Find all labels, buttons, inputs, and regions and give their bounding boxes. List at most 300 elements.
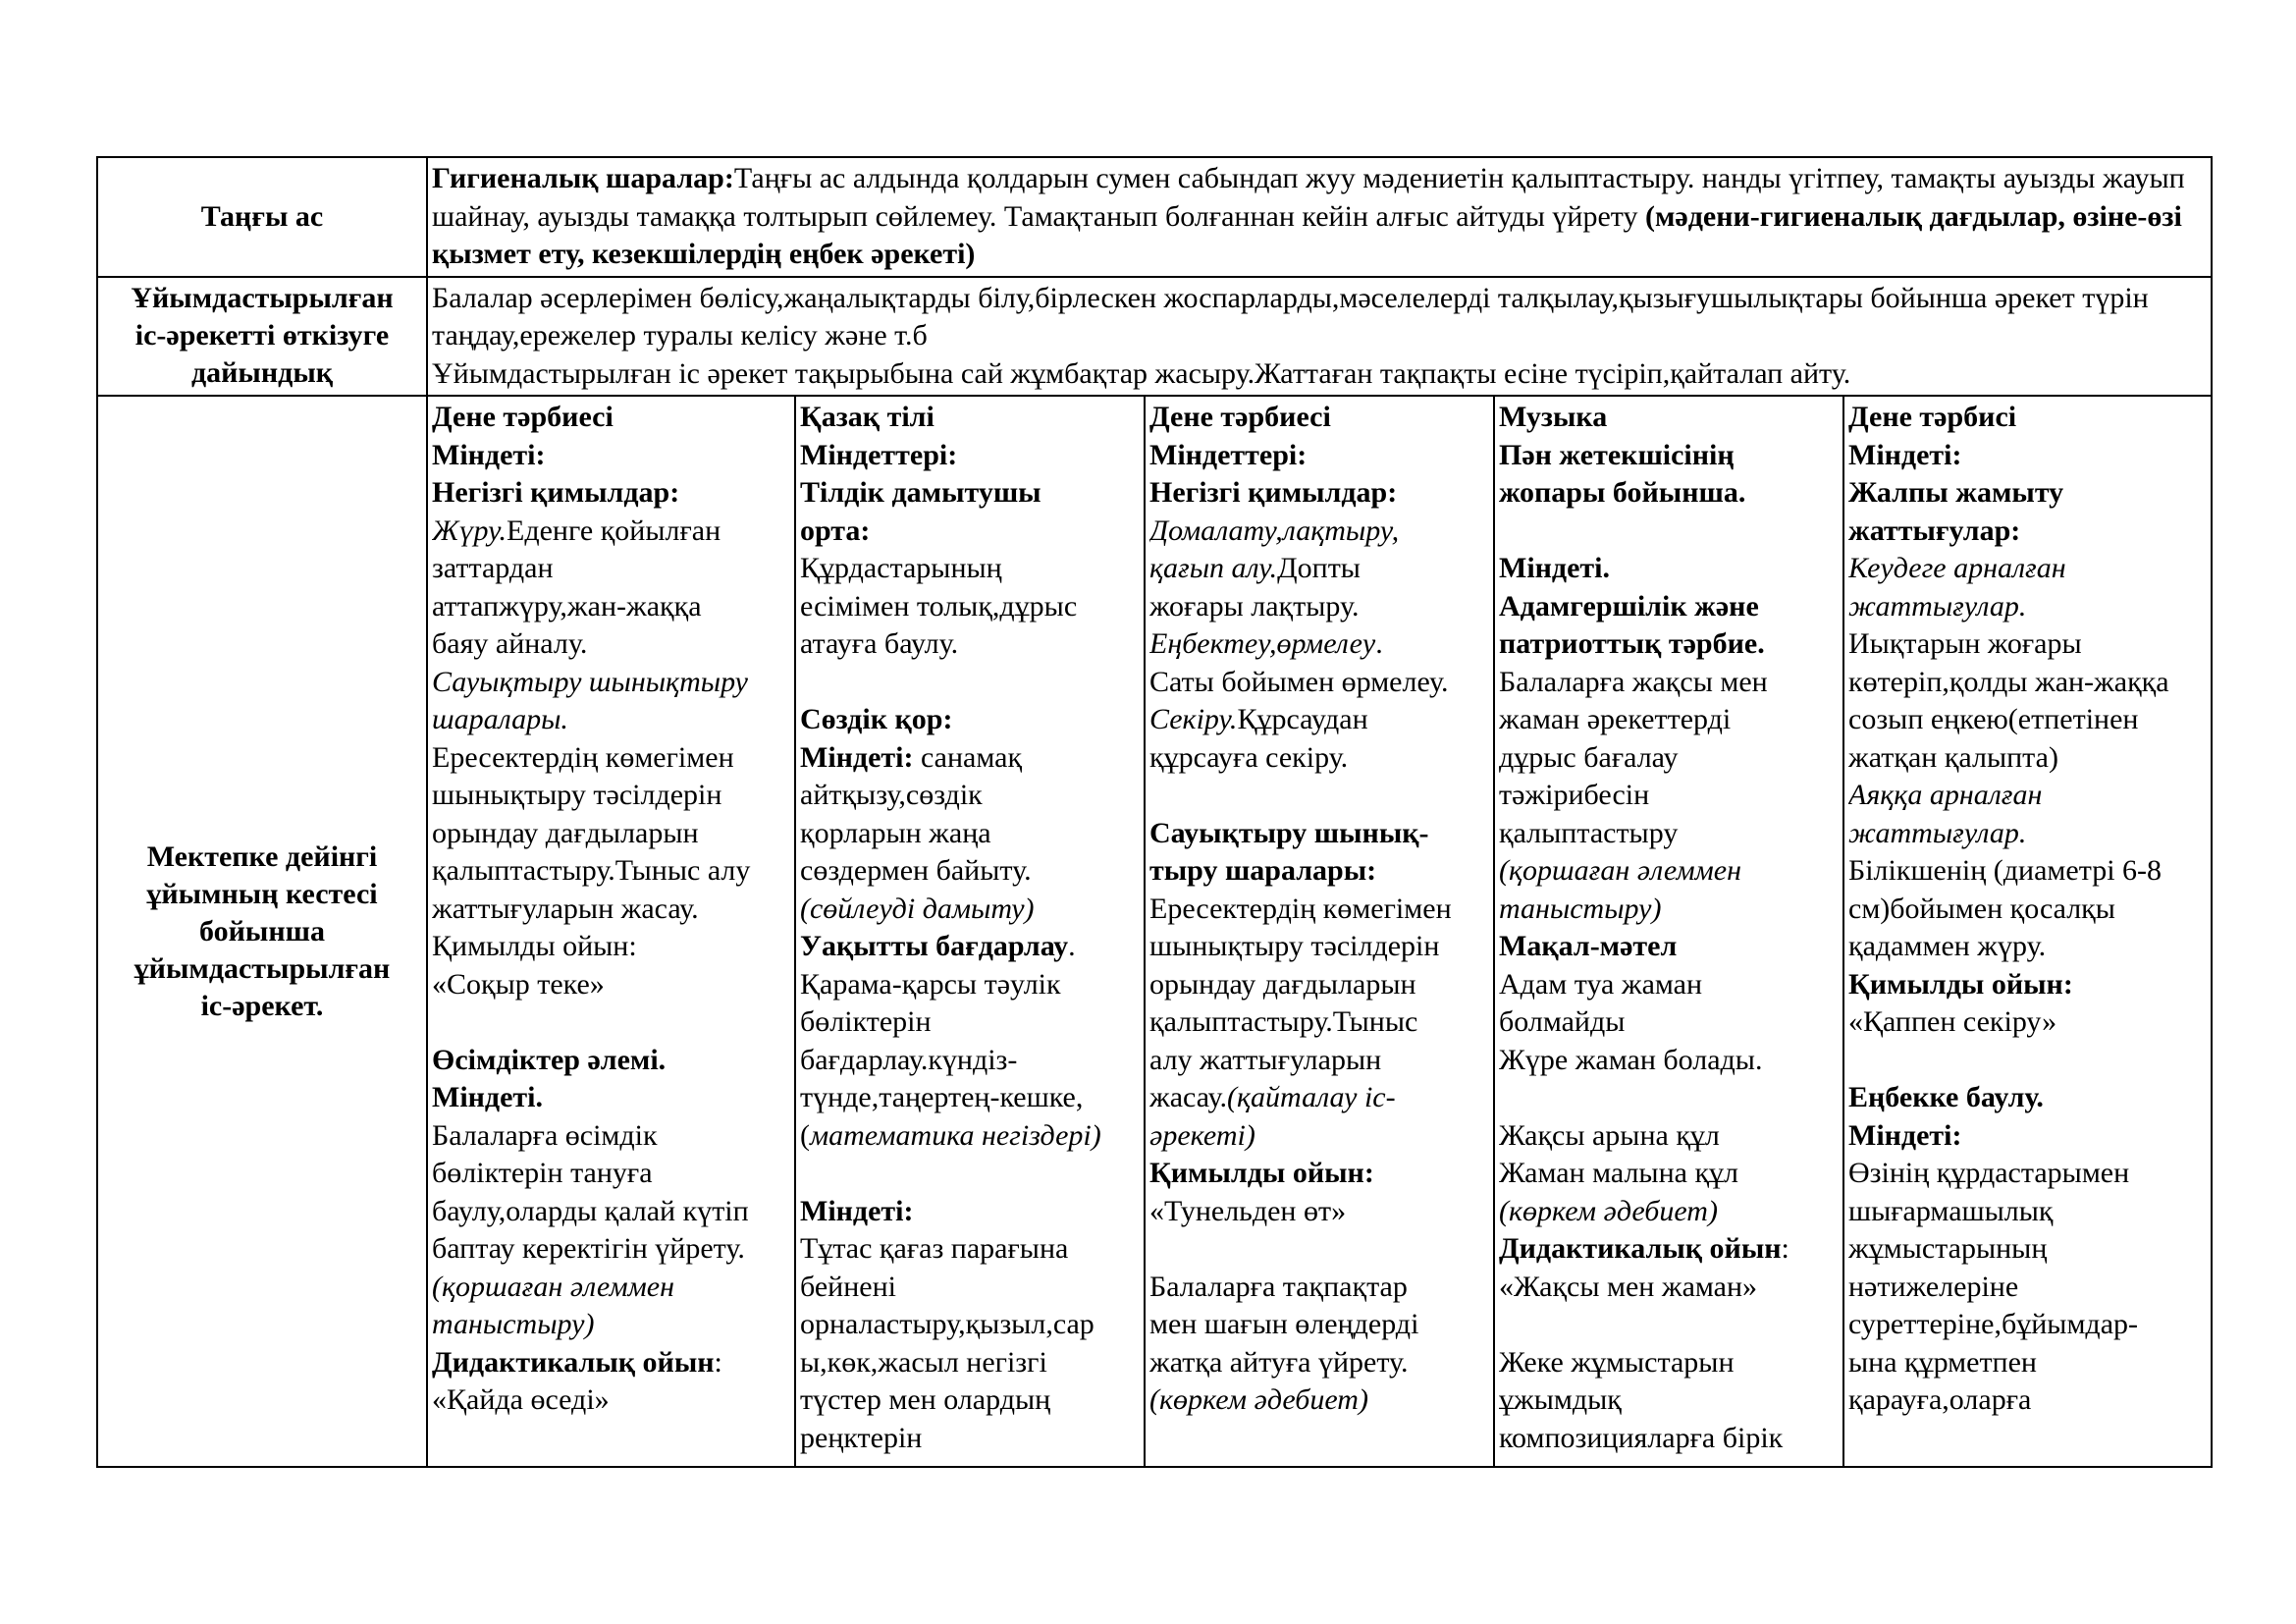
column-line-text: Адамгершілік және bbox=[1499, 589, 1759, 623]
column-line-text: шығармашылық bbox=[1848, 1194, 2054, 1227]
column-line-text: Секіру. bbox=[1149, 703, 1238, 735]
column-line-text: Домалату,лақтыру, bbox=[1149, 514, 1400, 547]
column-line-text: ұжымдық bbox=[1499, 1383, 1622, 1416]
organized-label-line: ұйымның кестесі bbox=[146, 877, 378, 910]
column-line bbox=[1149, 399, 1489, 437]
column-line bbox=[432, 625, 790, 664]
column-line bbox=[1149, 1155, 1489, 1193]
column-line bbox=[800, 1079, 1140, 1117]
breakfast-label-text: Таңғы ас bbox=[200, 199, 324, 233]
column-line bbox=[1848, 1003, 2207, 1042]
column-line-text: «Жақсы мен жаман» bbox=[1499, 1270, 1758, 1303]
preparation-content bbox=[427, 277, 2212, 397]
column-line-text: қорларын жаңа bbox=[800, 816, 991, 849]
column-line bbox=[1848, 928, 2207, 966]
column-line bbox=[1499, 928, 1839, 966]
column-line-text: баулу,оларды қалай күтіп bbox=[432, 1194, 749, 1227]
column-line-text: (сөйлеуді дамыту) bbox=[800, 892, 1035, 925]
column-line bbox=[1848, 815, 2207, 853]
organized-label-line: іс-әрекет. bbox=[200, 989, 324, 1022]
column-line bbox=[1149, 513, 1489, 551]
column-line bbox=[1499, 891, 1839, 929]
column-line-text: таныстыру) bbox=[432, 1308, 595, 1340]
column-line-rest: Құрсаудан bbox=[1237, 703, 1368, 735]
column-line-text: (қоршаған әлеммен bbox=[1499, 854, 1741, 887]
column-line bbox=[1149, 701, 1489, 739]
column-line-text: айтқызу,сөздік bbox=[800, 779, 983, 811]
day-column-4 bbox=[1494, 396, 1843, 1467]
column-line bbox=[800, 1344, 1140, 1382]
column-line bbox=[1499, 1155, 1839, 1193]
column-line-text: Қимылды ойын: bbox=[1149, 1157, 1374, 1189]
row-organized-activity bbox=[97, 396, 2212, 1467]
column-line bbox=[1499, 1230, 1839, 1269]
column-line-text: «Тунельден өт» bbox=[1149, 1194, 1347, 1227]
column-line-rest: : bbox=[714, 1345, 722, 1379]
column-line bbox=[1499, 474, 1839, 513]
column-line bbox=[800, 625, 1140, 664]
column-line bbox=[800, 588, 1140, 626]
preparation-label-line: Ұйымдастырылған bbox=[131, 282, 394, 315]
column-line bbox=[800, 1193, 1140, 1231]
column-line-rest: . bbox=[1068, 930, 1076, 962]
column-line bbox=[1499, 625, 1839, 664]
column-line-text: созып еңкею(етпетінен bbox=[1848, 703, 2139, 735]
column-line-text: жаман әрекеттерді bbox=[1499, 703, 1732, 735]
preparation-label bbox=[97, 277, 427, 397]
line-gap bbox=[1848, 1042, 2207, 1080]
column-line bbox=[1149, 625, 1489, 664]
column-line bbox=[432, 815, 790, 853]
column-line bbox=[1848, 1079, 2207, 1117]
column-line-text: бөліктерін тануға bbox=[432, 1157, 653, 1189]
column-line-text: орта: bbox=[800, 514, 871, 547]
column-line-text: шынықтыру тәсілдерін bbox=[1149, 930, 1440, 962]
column-1-content bbox=[432, 399, 790, 1464]
column-line bbox=[800, 739, 1140, 778]
column-line-text: Уақытты бағдарлау bbox=[800, 930, 1069, 962]
column-line bbox=[1848, 1193, 2207, 1231]
column-line-text: Дене тәрбиесі bbox=[1149, 401, 1331, 433]
column-line-text: Жаман малына құл bbox=[1499, 1157, 1738, 1189]
column-line bbox=[800, 1003, 1140, 1042]
column-line-text: Құрдастарының bbox=[800, 552, 1002, 584]
line-gap bbox=[1499, 1079, 1839, 1117]
column-line-text: Міндеті: bbox=[800, 1194, 914, 1227]
column-line bbox=[432, 701, 790, 739]
column-line bbox=[1499, 1381, 1839, 1420]
column-line-text: заттардан bbox=[432, 552, 554, 584]
column-line bbox=[1848, 550, 2207, 588]
column-line bbox=[1848, 474, 2207, 513]
column-line-text: «Қайда өседі» bbox=[432, 1383, 610, 1416]
column-line-text: жұмыстарының bbox=[1848, 1232, 2048, 1265]
column-line bbox=[432, 399, 790, 437]
column-line bbox=[1499, 1420, 1839, 1458]
line-gap bbox=[800, 1155, 1140, 1193]
column-line-text: Аяққа арналған bbox=[1848, 779, 2043, 811]
column-line-text: Жеке жұмыстарын bbox=[1499, 1345, 1735, 1379]
column-line-text: орналастыру,қызыл,сар bbox=[800, 1308, 1095, 1340]
column-line bbox=[432, 1230, 790, 1269]
column-line-text: Ересектердің көмегімен bbox=[1149, 892, 1452, 925]
column-line-text: тыру шаралары: bbox=[1149, 854, 1377, 887]
column-line-text: қадаммен жүру. bbox=[1848, 930, 2047, 962]
column-line bbox=[1149, 588, 1489, 626]
column-line-text: түстер мен олардың bbox=[800, 1383, 1051, 1416]
column-line bbox=[1499, 1117, 1839, 1156]
column-line bbox=[432, 1079, 790, 1117]
column-line bbox=[1149, 1344, 1489, 1382]
column-line-text: Қазақ тілі bbox=[800, 401, 934, 433]
column-line bbox=[800, 1117, 1140, 1156]
column-line bbox=[1149, 474, 1489, 513]
column-line bbox=[1499, 399, 1839, 437]
column-line bbox=[1499, 701, 1839, 739]
breakfast-text: Таңғы ас алдында қолдарын сумен сабындап жуу мәдениетін қалыптастыру. нанды үгітпеу, тамақты ауызды жауып шайнау, ауызды тамаққа толтырып сөйлемеу. Тамақтанып болғаннан кейін алғыс айтуды үйрету bbox=[432, 162, 2185, 233]
column-line-text: жатқа айтуға үйрету. bbox=[1149, 1345, 1409, 1379]
column-line bbox=[1149, 437, 1489, 475]
column-line-text: Дидактикалық ойын bbox=[432, 1345, 715, 1379]
column-line-text: Өсімдіктер әлемі. bbox=[432, 1043, 667, 1076]
column-line-text: жопары бойынша. bbox=[1499, 476, 1746, 509]
line-gap bbox=[1149, 1230, 1489, 1269]
column-line-rest: Допты bbox=[1277, 552, 1361, 584]
column-4-content bbox=[1499, 399, 1839, 1464]
column-line bbox=[432, 1117, 790, 1156]
column-line bbox=[1848, 852, 2207, 891]
column-line bbox=[800, 1230, 1140, 1269]
column-line bbox=[800, 701, 1140, 739]
column-line-text: таныстыру) bbox=[1499, 892, 1662, 925]
column-line-text: баптау керектігін үйрету. bbox=[432, 1232, 745, 1265]
column-line bbox=[432, 891, 790, 929]
organized-label-line: бойынша bbox=[199, 914, 325, 947]
column-line bbox=[1149, 1117, 1489, 1156]
column-line-text: «Соқыр теке» bbox=[432, 967, 605, 1001]
column-line-text: ына құрметпен bbox=[1848, 1345, 2037, 1379]
column-line-text: ( bbox=[800, 1118, 810, 1152]
column-line bbox=[1848, 1155, 2207, 1193]
column-line-text: Негізгі қимылдар: bbox=[1149, 476, 1398, 509]
column-line-text: Ересектердің көмегімен bbox=[432, 740, 734, 774]
column-line-text: шынықтыру тәсілдерін bbox=[432, 779, 722, 811]
column-line-text: патриоттық тәрбие. bbox=[1499, 627, 1765, 660]
column-line-text: Дене тәрбиесі bbox=[432, 401, 614, 433]
column-line bbox=[1149, 550, 1489, 588]
column-line bbox=[800, 1269, 1140, 1307]
column-line bbox=[800, 928, 1140, 966]
column-line bbox=[1499, 739, 1839, 778]
column-line bbox=[1848, 777, 2207, 815]
column-line bbox=[432, 1269, 790, 1307]
column-line bbox=[1848, 966, 2207, 1004]
column-line-text: шаралары. bbox=[432, 703, 568, 735]
column-line-text: Білікшенің (диаметрі 6-8 bbox=[1848, 854, 2163, 887]
column-line bbox=[800, 1306, 1140, 1344]
column-line bbox=[432, 1193, 790, 1231]
column-line bbox=[1848, 437, 2207, 475]
column-line bbox=[1848, 1117, 2207, 1156]
column-line bbox=[1149, 852, 1489, 891]
column-line-text: Мақал-мәтел bbox=[1499, 930, 1678, 962]
column-line bbox=[1149, 1042, 1489, 1080]
column-line bbox=[1499, 777, 1839, 815]
column-line-text: атауға баулу. bbox=[800, 627, 959, 660]
column-line bbox=[432, 928, 790, 966]
column-line-text: «Қаппен секіру» bbox=[1848, 1005, 2057, 1038]
column-line bbox=[432, 966, 790, 1004]
column-line bbox=[432, 588, 790, 626]
schedule-table bbox=[96, 156, 2213, 1468]
column-line-text: Адам туа жаман bbox=[1499, 967, 1703, 1001]
breakfast-lead: Гигиеналық шаралар: bbox=[432, 162, 734, 194]
column-line-text: Міндеті: bbox=[432, 438, 546, 471]
column-line-text: Міндеті: bbox=[1848, 1118, 1962, 1152]
breakfast-label bbox=[97, 157, 427, 277]
column-line bbox=[800, 513, 1140, 551]
column-line bbox=[1149, 1079, 1489, 1117]
preparation-line-2: Ұйымдастырылған іс әрекет тақырыбына сай жұмбақтар жасыру.Жаттаған тақпақты есіне түсіріп,қайталап айту. bbox=[432, 356, 1851, 390]
column-line-text: Қарама-қарсы тәулік bbox=[800, 967, 1061, 1001]
column-line bbox=[800, 1042, 1140, 1080]
column-line bbox=[1149, 739, 1489, 778]
column-line-text: қалыптастыру bbox=[1499, 816, 1679, 849]
column-line bbox=[1499, 1193, 1839, 1231]
column-line-text: Еңбектеу,өрмелеу bbox=[1149, 627, 1376, 660]
column-line-rest: Еденге қойылған bbox=[507, 514, 721, 547]
column-line-text: Кеудеге арналған bbox=[1848, 552, 2066, 584]
column-line-text: жаттығулар. bbox=[1848, 589, 2027, 623]
column-line bbox=[800, 815, 1140, 853]
preparation-label-line: іс-әрекетті өткізуге bbox=[134, 319, 390, 352]
column-line bbox=[1499, 1344, 1839, 1382]
column-line-text: бейнені bbox=[800, 1270, 896, 1303]
column-line-text: (қоршаған әлеммен bbox=[432, 1270, 674, 1303]
column-line-text: Қимылды ойын: bbox=[1848, 967, 2073, 1001]
column-line-text: қағып алу. bbox=[1149, 552, 1278, 584]
column-line-text: Балаларға өсімдік bbox=[432, 1118, 658, 1152]
day-column-3 bbox=[1145, 396, 1494, 1467]
column-line bbox=[1499, 1042, 1839, 1080]
day-column-1 bbox=[427, 396, 795, 1467]
column-line-text: мен шағын өлеңдерді bbox=[1149, 1308, 1419, 1340]
column-line bbox=[1499, 664, 1839, 702]
column-line bbox=[1848, 1230, 2207, 1269]
column-line-text: (көркем әдебиет) bbox=[1149, 1383, 1368, 1416]
column-line bbox=[432, 1306, 790, 1344]
line-gap bbox=[432, 1003, 790, 1042]
line-gap bbox=[1499, 513, 1839, 551]
column-line-text: жасау. bbox=[1149, 1081, 1228, 1113]
column-line-text: сөздермен байыту. bbox=[800, 854, 1032, 887]
column-line bbox=[800, 966, 1140, 1004]
column-line bbox=[1149, 815, 1489, 853]
column-line-text: құрсауға секіру. bbox=[1149, 740, 1349, 774]
column-line-text: Міндеті: bbox=[800, 740, 914, 774]
column-3-content bbox=[1149, 399, 1489, 1464]
column-line-text: бағдарлау.күндіз- bbox=[800, 1043, 1018, 1076]
column-line-text: Қимылды ойын: bbox=[432, 930, 637, 962]
column-line-text: алу жаттығуларын bbox=[1149, 1043, 1382, 1076]
column-line-text: көтеріп,қолды жан-жаққа bbox=[1848, 665, 2169, 698]
column-line bbox=[1499, 966, 1839, 1004]
column-line-text: жаттығулар: bbox=[1848, 514, 2021, 547]
column-line-text: тәжірибесін bbox=[1499, 779, 1650, 811]
breakfast-content bbox=[427, 157, 2212, 277]
column-line-text: қарауға,оларға bbox=[1848, 1383, 2032, 1416]
breakfast-tail: (мәдени-гигиеналық дағдылар, өзіне-өзі қызмет ету, кезекшілердің еңбек әрекеті) bbox=[432, 199, 2182, 270]
column-line-rest: : bbox=[1781, 1232, 1789, 1265]
column-line-text: Жүре жаман болады. bbox=[1499, 1043, 1763, 1076]
column-line bbox=[1149, 1381, 1489, 1420]
organized-label-line: Мектепке дейінгі bbox=[146, 839, 378, 873]
organized-label-line: ұйымдастырылған bbox=[133, 951, 391, 985]
column-line bbox=[800, 1381, 1140, 1420]
preparation-label-line: дайындық bbox=[190, 356, 334, 390]
column-line-text: аттапжүру,жан-жаққа bbox=[432, 589, 702, 623]
column-line-text: Балаларға жақсы мен bbox=[1499, 665, 1768, 698]
column-line bbox=[1499, 550, 1839, 588]
column-line-rest: санамақ bbox=[913, 740, 1023, 774]
column-line bbox=[1149, 928, 1489, 966]
column-line-text: Еңбекке баулу. bbox=[1848, 1081, 2044, 1113]
column-line-text: Міндеттері: bbox=[1149, 438, 1308, 471]
day-column-5 bbox=[1843, 396, 2212, 1467]
column-line-text: жатқан қалыпта) bbox=[1848, 740, 2058, 774]
column-line-text: Міндеті. bbox=[432, 1081, 543, 1113]
column-line-text: Жақсы арына құл bbox=[1499, 1118, 1720, 1152]
column-line-text: Дидактикалық ойын bbox=[1499, 1232, 1782, 1265]
column-line-text: Сауықтыру шынық- bbox=[1149, 816, 1429, 849]
column-line-text: Иықтарын жоғары bbox=[1848, 627, 2082, 660]
column-line bbox=[1848, 513, 2207, 551]
column-line bbox=[1848, 399, 2207, 437]
column-line bbox=[1848, 1344, 2207, 1382]
column-line bbox=[432, 474, 790, 513]
column-line bbox=[800, 550, 1140, 588]
column-line-text: жаттығуларын жасау. bbox=[432, 892, 699, 925]
column-line bbox=[432, 437, 790, 475]
column-line-text: Тілдік дамытушы bbox=[800, 476, 1041, 509]
column-line-text: Музыка bbox=[1499, 401, 1608, 433]
column-line-text: қалыптастыру.Тыныс алу bbox=[432, 854, 751, 887]
column-line-text: ы,көк,жасыл негізгі bbox=[800, 1345, 1047, 1379]
row-breakfast bbox=[97, 157, 2212, 277]
column-line bbox=[432, 1381, 790, 1420]
column-line bbox=[1848, 701, 2207, 739]
line-gap bbox=[1149, 777, 1489, 815]
column-line-text: Саты бойымен өрмелеу. bbox=[1149, 665, 1449, 698]
column-5-content bbox=[1848, 399, 2207, 1464]
column-line bbox=[432, 777, 790, 815]
column-line bbox=[432, 1344, 790, 1382]
day-column-2 bbox=[795, 396, 1145, 1467]
column-line bbox=[1848, 1306, 2207, 1344]
column-line-text: Сауықтыру шынықтыру bbox=[432, 665, 748, 698]
column-line-text: түнде,таңертең-кешке, bbox=[800, 1081, 1084, 1113]
column-line-text: бөліктерін bbox=[800, 1005, 932, 1038]
column-line bbox=[1848, 588, 2207, 626]
column-line-rest: . bbox=[1375, 627, 1383, 660]
column-line bbox=[432, 852, 790, 891]
column-line-text: Өзінің құрдастарымен bbox=[1848, 1157, 2130, 1189]
column-line-text: Дене тәрбисі bbox=[1848, 401, 2017, 433]
column-line bbox=[1499, 588, 1839, 626]
column-line-text: Міндеті: bbox=[1848, 438, 1962, 471]
column-2-content bbox=[800, 399, 1140, 1464]
column-line-note: (қайталау іс- bbox=[1227, 1081, 1396, 1113]
column-line bbox=[1149, 1003, 1489, 1042]
column-line bbox=[432, 664, 790, 702]
column-line bbox=[1499, 815, 1839, 853]
column-line bbox=[1499, 1269, 1839, 1307]
column-line bbox=[800, 399, 1140, 437]
column-line-text: Міндеті. bbox=[1499, 552, 1610, 584]
column-line bbox=[1848, 664, 2207, 702]
column-line bbox=[432, 513, 790, 551]
column-line-text: реңктерін bbox=[800, 1421, 923, 1454]
column-line-text: дұрыс бағалау bbox=[1499, 740, 1679, 774]
column-line-note: математика негіздері) bbox=[810, 1118, 1101, 1152]
column-line-text: баяу айналу. bbox=[432, 627, 588, 660]
column-line bbox=[1149, 966, 1489, 1004]
organized-label bbox=[97, 396, 427, 1467]
column-line bbox=[800, 1420, 1140, 1458]
column-line bbox=[432, 1155, 790, 1193]
column-line bbox=[1149, 1306, 1489, 1344]
column-line bbox=[1848, 625, 2207, 664]
column-line-text: Тұтас қағаз парағына bbox=[800, 1232, 1069, 1265]
column-line bbox=[432, 1042, 790, 1080]
column-line bbox=[1848, 1269, 2207, 1307]
column-line bbox=[800, 852, 1140, 891]
column-line-text: әрекеті) bbox=[1149, 1118, 1255, 1152]
column-line-text: орындау дағдыларын bbox=[1149, 967, 1416, 1001]
column-line-text: қалыптастыру.Тыныс bbox=[1149, 1005, 1418, 1038]
column-line bbox=[432, 739, 790, 778]
line-gap bbox=[800, 664, 1140, 702]
column-line bbox=[1848, 1381, 2207, 1420]
column-line bbox=[1149, 891, 1489, 929]
column-line-text: суреттеріне,бұйымдар- bbox=[1848, 1308, 2139, 1340]
column-line bbox=[1848, 739, 2207, 778]
column-line-text: Жүру. bbox=[432, 514, 507, 547]
column-line-text: жаттығулар. bbox=[1848, 816, 2027, 849]
column-line-text: см)бойымен қосалқы bbox=[1848, 892, 2115, 925]
column-line bbox=[1848, 891, 2207, 929]
column-line-text: Негізгі қимылдар: bbox=[432, 476, 680, 509]
column-line bbox=[800, 437, 1140, 475]
column-line-text: Пән жетекшісінің bbox=[1499, 438, 1735, 471]
column-line-text: Сөздік қор: bbox=[800, 703, 953, 735]
line-gap bbox=[1499, 1306, 1839, 1344]
column-line-text: Балаларға тақпақтар bbox=[1149, 1270, 1408, 1303]
column-line-text: жоғары лақтыру. bbox=[1149, 589, 1360, 623]
column-line bbox=[432, 550, 790, 588]
column-line-text: есімімен толық,дұрыс bbox=[800, 589, 1078, 623]
column-line bbox=[1149, 1193, 1489, 1231]
row-preparation bbox=[97, 277, 2212, 397]
column-line-text: Міндеттері: bbox=[800, 438, 958, 471]
preparation-line-1: Балалар әсерлерімен бөлісу,жаңалықтарды білу,бірлескен жоспарларды,мәселелерді талқылау,қызығушылықтары бойынша әрекет түрін таңдау,ережелер туралы келісу және т.б bbox=[432, 281, 2149, 352]
column-line bbox=[1149, 1269, 1489, 1307]
column-line-text: болмайды bbox=[1499, 1005, 1626, 1038]
column-line bbox=[800, 777, 1140, 815]
column-line-text: Жалпы жамыту bbox=[1848, 476, 2064, 509]
column-line bbox=[1499, 1003, 1839, 1042]
column-line bbox=[800, 474, 1140, 513]
